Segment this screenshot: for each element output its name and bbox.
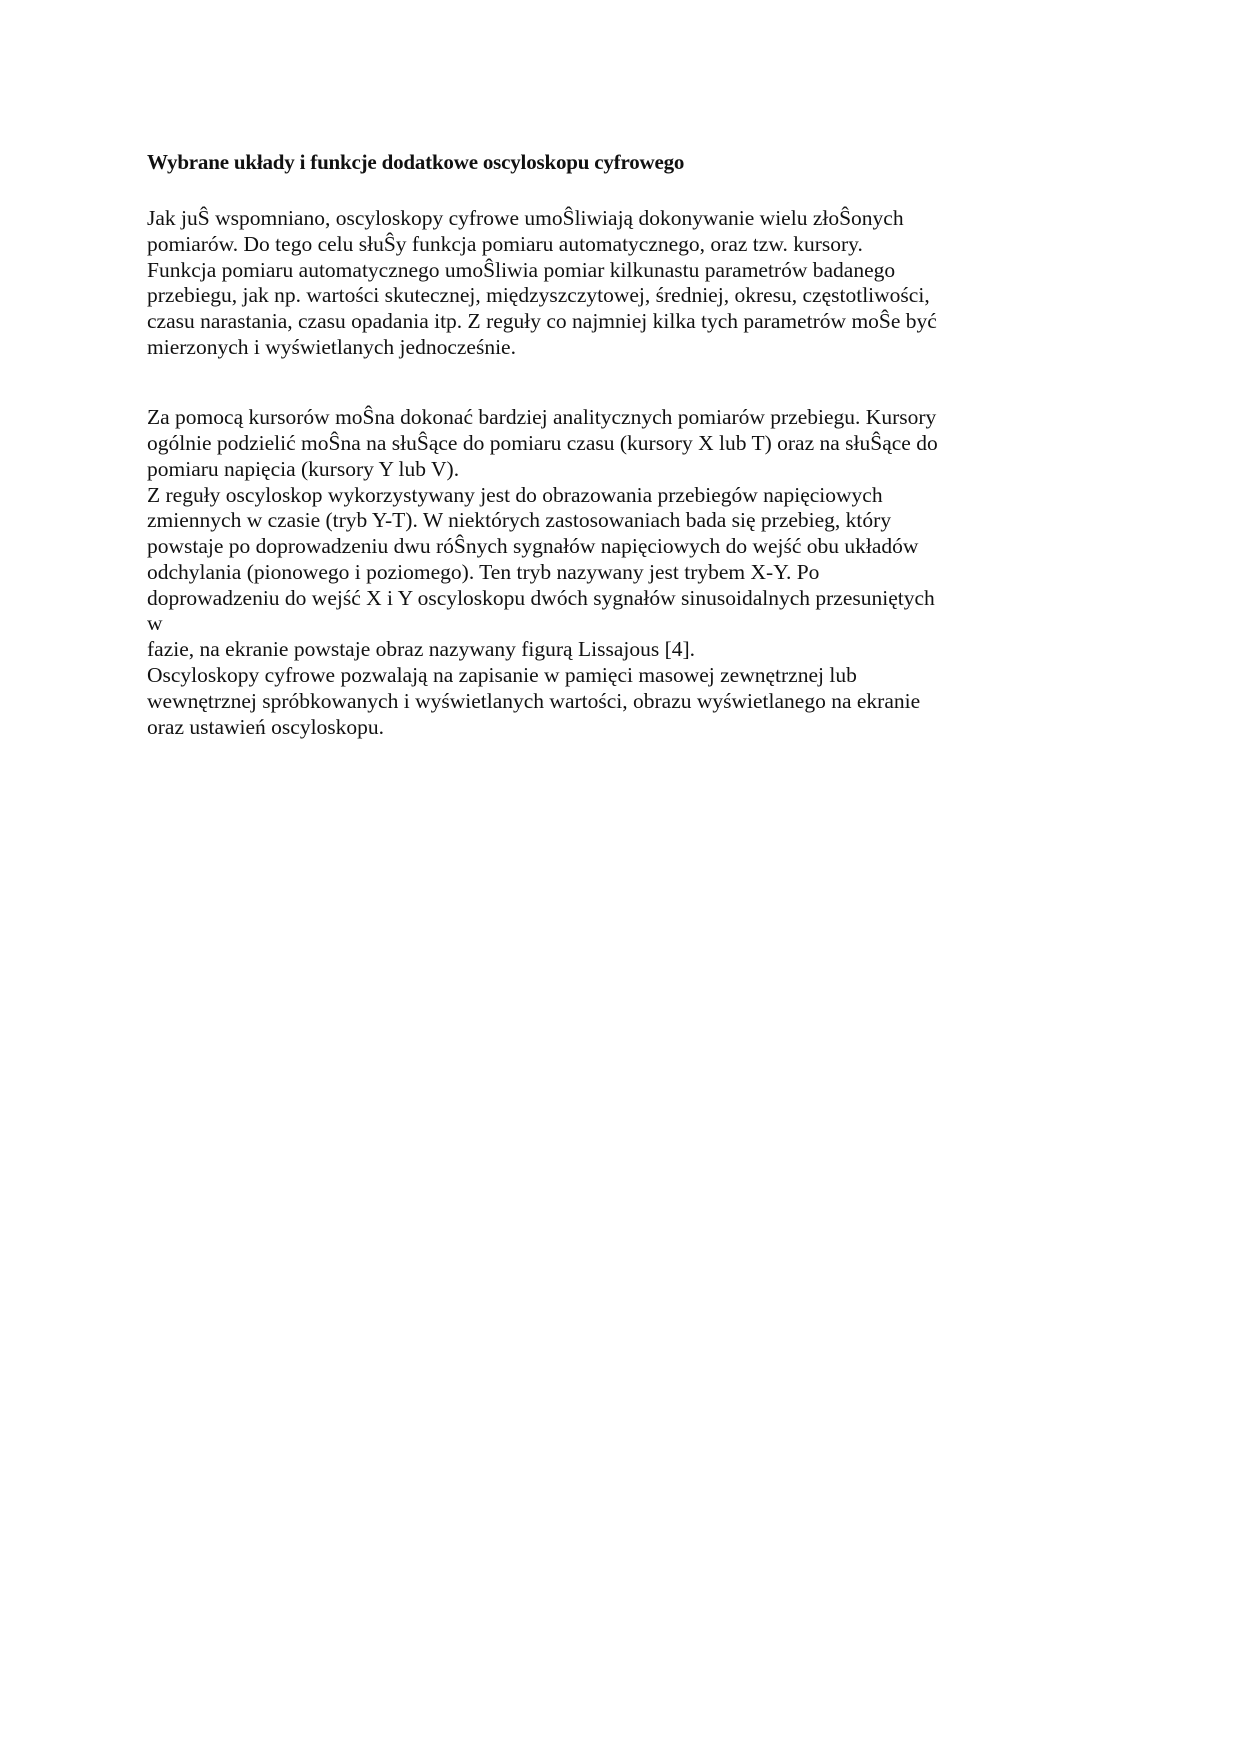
text-line: pomiarów. Do tego celu słuŜy funkcja pomiaru automatycznego, oraz tzw. kursory.: [147, 232, 863, 256]
text-line: Z reguły oscyloskop wykorzystywany jest do obrazowania przebiegów napięciowych: [147, 483, 883, 507]
text-line: zmiennych w czasie (tryb Y-T). W niektórych zastosowaniach bada się przebieg, który: [147, 508, 892, 532]
text-line: odchylania (pionowego i poziomego). Ten tryb nazywany jest trybem X-Y. Po: [147, 560, 820, 584]
text-line: przebiegu, jak np. wartości skutecznej, międzyszczytowej, średniej, okresu, częstotliwości,: [147, 283, 930, 307]
text-line: wewnętrznej spróbkowanych i wyświetlanych wartości, obrazu wyświetlanego na ekranie: [147, 689, 921, 713]
text-line: Za pomocą kursorów moŜna dokonać bardziej analitycznych pomiarów przebiegu. Kursory: [147, 405, 937, 429]
document-title: Wybrane układy i funkcje dodatkowe oscyloskopu cyfrowego: [147, 150, 685, 174]
text-line: Oscyloskopy cyfrowe pozwalają na zapisanie w pamięci masowej zewnętrznej lub: [147, 663, 857, 687]
text-line: powstaje po doprowadzeniu dwu róŜnych sygnałów napięciowych do wejść obu układów: [147, 534, 919, 558]
text-line: pomiaru napięcia (kursory Y lub V).: [147, 457, 460, 481]
text-line: Funkcja pomiaru automatycznego umoŜliwia pomiar kilkunastu parametrów badanego: [147, 258, 896, 282]
text-line: mierzonych i wyświetlanych jednocześnie.: [147, 335, 516, 359]
text-line: czasu narastania, czasu opadania itp. Z reguły co najmniej kilka tych parametrów moŜe być: [147, 309, 937, 333]
text-line: oraz ustawień oscyloskopu.: [147, 715, 385, 739]
text-line: fazie, na ekranie powstaje obraz nazywany figurą Lissajous [4].: [147, 637, 696, 661]
text-line: w: [147, 611, 163, 635]
text-line: doprowadzeniu do wejść X i Y oscyloskopu dwóch sygnałów sinusoidalnych przesuniętych: [147, 586, 935, 610]
text-line: ogólnie podzielić moŜna na słuŜące do pomiaru czasu (kursory X lub T) oraz na słuŜące do: [147, 431, 938, 455]
text-line: Jak juŜ wspomniano, oscyloskopy cyfrowe umoŜliwiają dokonywanie wielu złoŜonych: [147, 206, 904, 230]
